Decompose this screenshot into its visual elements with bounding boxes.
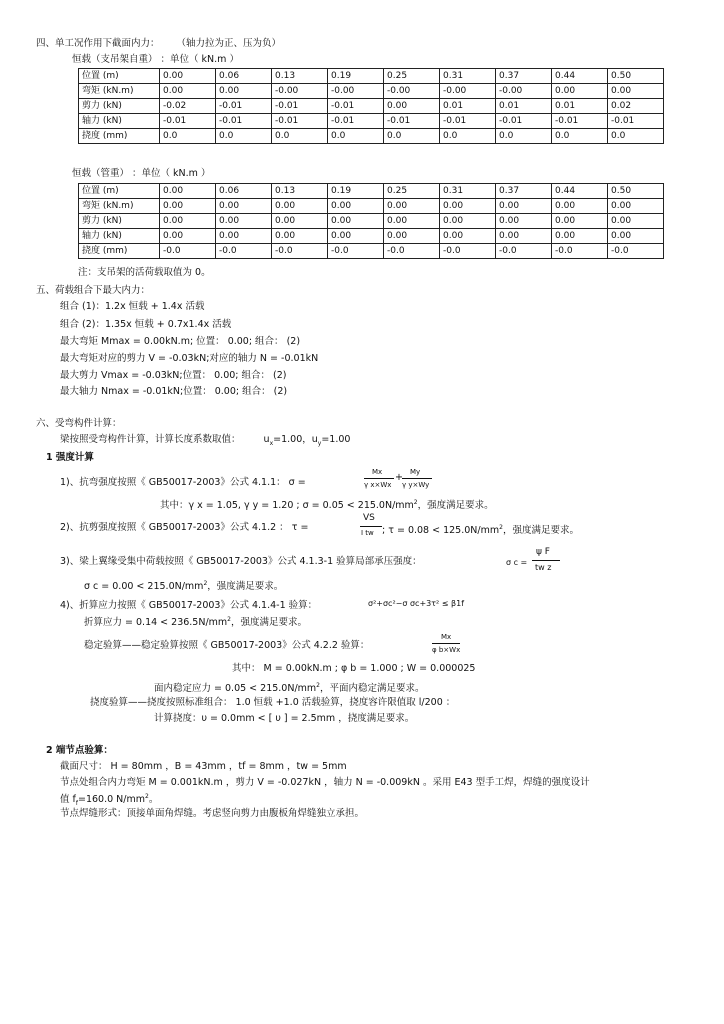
table-cell: 0.19	[328, 69, 384, 84]
table-cell: 0.01	[496, 99, 552, 114]
frac1-bar	[364, 478, 394, 479]
max-moment: 最大弯矩 Mmax = 0.00kN.m; 位置： 0.00; 组合： (2)	[60, 336, 301, 347]
row-header: 弯矩 (kN.m)	[79, 199, 160, 214]
table-cell: -0.01	[216, 99, 272, 114]
local-bearing-result: σ $c = 0.00 < 215.0N/mm^2$，强度满足要求。	[84, 580, 284, 593]
moment-shear-axial: 最大弯矩对应的剪力 V = -0.03kN;对应的轴力 N = -0.01kN	[60, 353, 319, 364]
table-cell: 0.00	[552, 84, 608, 99]
stability-res-text: 面内稳定应力 = 0.05 < 215.0N/mm	[154, 683, 317, 695]
table-cell: 0.13	[272, 184, 328, 199]
row-header: 轴力 (kN)	[79, 114, 160, 129]
table-cell: 0.00	[160, 214, 216, 229]
row-header: 挠度 (mm)	[79, 244, 160, 259]
reduced-stress-res-text: 折算应力 = 0.14 < 236.5N/mm	[84, 617, 228, 629]
table-cell: -0.00	[496, 84, 552, 99]
max-shear: 最大剪力 Vmax = -0.03kN;位置： 0.00; 组合： (2)	[60, 370, 287, 381]
stab-frac-num: Mx	[441, 633, 452, 641]
combo-1: 组合 (1)：1.2x 恒载 + 1.4x 活载	[60, 301, 205, 312]
table-cell: 0.0	[496, 129, 552, 144]
table-cell: 0.0	[552, 129, 608, 144]
table-cell: 0.00	[272, 214, 328, 229]
shear-frac-bar	[360, 526, 382, 527]
row-header: 轴力 (kN)	[79, 229, 160, 244]
table-cell: 0.00	[496, 199, 552, 214]
table-cell: -0.01	[328, 114, 384, 129]
weld-form: 节点焊缝形式：顶接单面角焊缝。考虑竖向剪力由腹板角焊缝独立承担。	[60, 808, 365, 819]
table-cell: 0.00	[216, 199, 272, 214]
stability-line: 稳定验算——稳定验算按照《 GB50017-2003》公式 4.2.2 验算：	[84, 640, 370, 651]
row-header: 挠度 (mm)	[79, 129, 160, 144]
sec4-title-text: 四、单工况作用下截面内力：	[36, 38, 160, 49]
bearing-frac-num: ψ F	[536, 547, 550, 557]
table-cell: 0.00	[608, 199, 664, 214]
table-cell: 0.0	[328, 129, 384, 144]
local-bearing-res-text: σ c = 0.00 < 215.0N/mm	[84, 581, 204, 593]
table-cell: 0.50	[608, 69, 664, 84]
frac1-num: Mx	[372, 468, 383, 476]
table-cell: 0.00	[552, 229, 608, 244]
bending-ok: ，强度满足要求。	[417, 500, 494, 512]
frac2-bar	[402, 478, 432, 479]
table-cell: -0.00	[384, 84, 440, 99]
table-cell: 0.00	[384, 229, 440, 244]
max-axial: 最大轴力 Nmax = -0.01kN;位置： 0.00; 组合： (2)	[60, 386, 288, 397]
bending-detail: 其中：γ x = 1.05, γ y = 1.20 ; $\sigma = 0.05 < 215.0N/mm^2$，强度满足要求。	[160, 499, 494, 512]
row-header: 弯矩 (kN.m)	[79, 84, 160, 99]
node-forces: 节点处组合内力弯矩 M = 0.001kN.m ，剪力 V = -0.027kN ，轴力 N = -0.009kN 。采用 E43 型手工焊，焊缝的强度设计	[60, 777, 590, 788]
sec4-title-note: （轴力拉为正、压为负）	[176, 38, 282, 49]
table-row	[79, 214, 664, 229]
table-cell: 0.44	[552, 184, 608, 199]
table-cell: -0.0	[496, 244, 552, 259]
table-cell: -0.02	[160, 99, 216, 114]
table-cell: 0.0	[216, 129, 272, 144]
table-cell: 0.00	[608, 229, 664, 244]
table-cell: 0.01	[552, 99, 608, 114]
table-cell: 0.25	[384, 184, 440, 199]
bearing-frac-bar	[532, 560, 560, 561]
local-bearing-ok: ，强度满足要求。	[207, 581, 284, 593]
reduced-stress-result: 折算应力 = $0.14 < 236.5N/mm^2$，强度满足要求。	[84, 616, 308, 629]
table-cell: -0.00	[328, 84, 384, 99]
table-cell: 0.31	[440, 69, 496, 84]
table-cell: 0.00	[328, 199, 384, 214]
shear-strength-line: 2)、抗剪强度按照《 GB50017-2003》公式 4.1.2 ： τ =	[60, 522, 309, 533]
table1-caption: 恒载（支吊架自重） ：单位（ kN.m ）	[72, 54, 239, 65]
table-cell: 0.06	[216, 184, 272, 199]
stab-frac-den: φ b×Wx	[432, 646, 461, 654]
table-cell: 0.00	[384, 214, 440, 229]
table-cell: 0.01	[440, 99, 496, 114]
table-cell: 0.19	[328, 184, 384, 199]
table-cell: 0.00	[160, 69, 216, 84]
frac2-num: My	[410, 468, 421, 476]
local-bearing-line: 3)、梁上翼缘受集中荷载按照《 GB50017-2003》公式 4.1.3-1 验算局部承压强度：	[60, 556, 422, 567]
table-cell: 0.00	[216, 214, 272, 229]
reduced-stress-formula: σ²+σc²−σ σc+3τ² ≤ β1f	[368, 599, 465, 608]
table-row	[79, 199, 664, 214]
sec6-intro-text: 梁按照受弯构件计算，计算长度系数取值：	[60, 434, 241, 445]
table-cell: 0.00	[160, 229, 216, 244]
table-cell: 0.00	[552, 199, 608, 214]
stability-detail: 其中： M = 0.00kN.m ; φ b = 1.000 ; W = 0.000025	[232, 663, 476, 674]
table-cell: 0.0	[608, 129, 664, 144]
table-cell: -0.01	[608, 114, 664, 129]
bending-detail-text: 其中：γ x = 1.05, γ y = 1.20 ; σ = 0.05 < 215.0N/mm	[160, 500, 414, 512]
strength-calc-title: 1 强度计算	[46, 452, 94, 463]
table-cell: 0.37	[496, 69, 552, 84]
table-cell: -0.01	[272, 114, 328, 129]
table-cell: -0.0	[272, 244, 328, 259]
table-cell: 0.0	[160, 129, 216, 144]
table-cell: -0.01	[496, 114, 552, 129]
table-cell: 0.00	[328, 229, 384, 244]
shear-frac-den: I tw	[361, 529, 374, 537]
table-cell: 0.00	[496, 229, 552, 244]
table-row	[79, 84, 664, 99]
table-cell: 0.02	[608, 99, 664, 114]
stab-frac-bar	[432, 643, 460, 644]
reduced-stress-line: 4)、折算应力按照《 GB50017-2003》公式 4.1.4-1 验算：	[60, 600, 318, 611]
table-cell: 0.00	[608, 84, 664, 99]
table-cell: 0.0	[272, 129, 328, 144]
sec5-title: 五、荷载组合下最大内力：	[36, 285, 151, 296]
table-cell: 0.50	[608, 184, 664, 199]
shear-result: ; $\tau = 0.08 < 125.0N/mm^2$，强度满足要求。	[382, 524, 579, 537]
row-header: 剪力 (kN)	[79, 99, 160, 114]
deflection-line: 挠度验算——挠度按照标准组合： 1.0 恒载 +1.0 活载验算，挠度容许限值取 l/200 ：	[90, 697, 456, 708]
reduced-stress-ok: ，强度满足要求。	[231, 617, 308, 629]
frac2-den: γ y×Wy	[402, 481, 430, 489]
table-cell: -0.0	[608, 244, 664, 259]
table-cell: 0.00	[216, 229, 272, 244]
table-cell: 0.06	[216, 69, 272, 84]
table-cell: -0.01	[160, 114, 216, 129]
row-header: 剪力 (kN)	[79, 214, 160, 229]
table-row	[79, 184, 664, 199]
table-cell: 0.00	[552, 214, 608, 229]
table-dead-load-self-weight	[78, 68, 664, 144]
shear-result-text: ; τ = 0.08 < 125.0N/mm	[382, 525, 500, 537]
table-cell: 0.00	[384, 99, 440, 114]
bearing-frac-den: tw z	[535, 563, 552, 572]
row-header: 位置 (m)	[79, 69, 160, 84]
table-row	[79, 129, 664, 144]
table-dead-load-pipe-weight	[78, 183, 664, 259]
section-dimensions: 截面尺寸： H = 80mm ，B = 43mm ，tf = 8mm ，tw = 5mm	[60, 761, 347, 772]
frac-plus: +	[395, 472, 403, 483]
combo-2: 组合 (2)：1.35x 恒载 + 0.7x1.4x 活载	[60, 319, 232, 330]
table-cell: -0.00	[272, 84, 328, 99]
table-cell: -0.01	[384, 114, 440, 129]
sec4-title	[36, 38, 281, 50]
table-cell: -0.0	[384, 244, 440, 259]
table-cell: 0.00	[440, 199, 496, 214]
table-cell: 0.25	[384, 69, 440, 84]
table-cell: 0.00	[160, 199, 216, 214]
end-node-title: 2 端节点验算：	[46, 745, 113, 756]
sigma-c-label: σ c =	[506, 558, 528, 567]
table-cell: 0.44	[552, 69, 608, 84]
table-cell: 0.00	[272, 229, 328, 244]
table-cell: -0.0	[440, 244, 496, 259]
sec6-intro	[60, 434, 350, 450]
table-row	[79, 244, 664, 259]
table-cell: -0.0	[216, 244, 272, 259]
table-row	[79, 114, 664, 129]
table-cell: -0.01	[328, 99, 384, 114]
table-cell: -0.01	[272, 99, 328, 114]
table-cell: 0.00	[496, 214, 552, 229]
stability-result: 面内稳定应力 = $0.05 < 215.0N/mm^2$，平面内稳定满足要求。	[154, 682, 425, 695]
table-cell: -0.01	[552, 114, 608, 129]
live-load-note: 注：支吊架的活荷载取值为 0。	[78, 267, 211, 278]
table-cell: 0.00	[608, 214, 664, 229]
table-cell: 0.00	[440, 214, 496, 229]
table-cell: 0.00	[440, 229, 496, 244]
deflection-result: 计算挠度：υ = 0.0mm < [ υ ] = 2.5mm ，挠度满足要求。	[154, 713, 415, 724]
table-cell: 0.00	[160, 84, 216, 99]
table-cell: 0.00	[384, 199, 440, 214]
table-row	[79, 229, 664, 244]
weld-strength: 值 $f_f=160.0$ $N/mm^2$。	[60, 793, 159, 808]
bending-strength-line: 1)、抗弯强度按照《 GB50017-2003》公式 4.1.1： σ =	[60, 477, 306, 488]
table-cell: -0.0	[328, 244, 384, 259]
table-cell: 0.13	[272, 69, 328, 84]
table-cell: 0.31	[440, 184, 496, 199]
row-header: 位置 (m)	[79, 184, 160, 199]
table-cell: 0.0	[384, 129, 440, 144]
frac1-den: γ x×Wx	[364, 481, 392, 489]
table-cell: 0.00	[272, 199, 328, 214]
table-cell: 0.37	[496, 184, 552, 199]
table-cell: 0.00	[328, 214, 384, 229]
sec6-title: 六、受弯构件计算：	[36, 418, 122, 429]
shear-ok: ，强度满足要求。	[502, 525, 579, 537]
table-cell: -0.0	[160, 244, 216, 259]
table-cell: -0.00	[440, 84, 496, 99]
table-cell: -0.0	[552, 244, 608, 259]
table-cell: 0.00	[216, 84, 272, 99]
shear-frac-num: VS	[363, 513, 375, 523]
length-factor: $u_x=1.00$，$u_y=1.00$	[263, 434, 351, 447]
table-row	[79, 99, 664, 114]
table-row	[79, 69, 664, 84]
stability-ok: ，平面内稳定满足要求。	[320, 683, 425, 695]
table2-caption: 恒载（管重） ：单位（ kN.m ）	[72, 168, 211, 179]
table-cell: -0.01	[216, 114, 272, 129]
table-cell: 0.0	[440, 129, 496, 144]
table-cell: -0.01	[440, 114, 496, 129]
table-cell: 0.00	[160, 184, 216, 199]
